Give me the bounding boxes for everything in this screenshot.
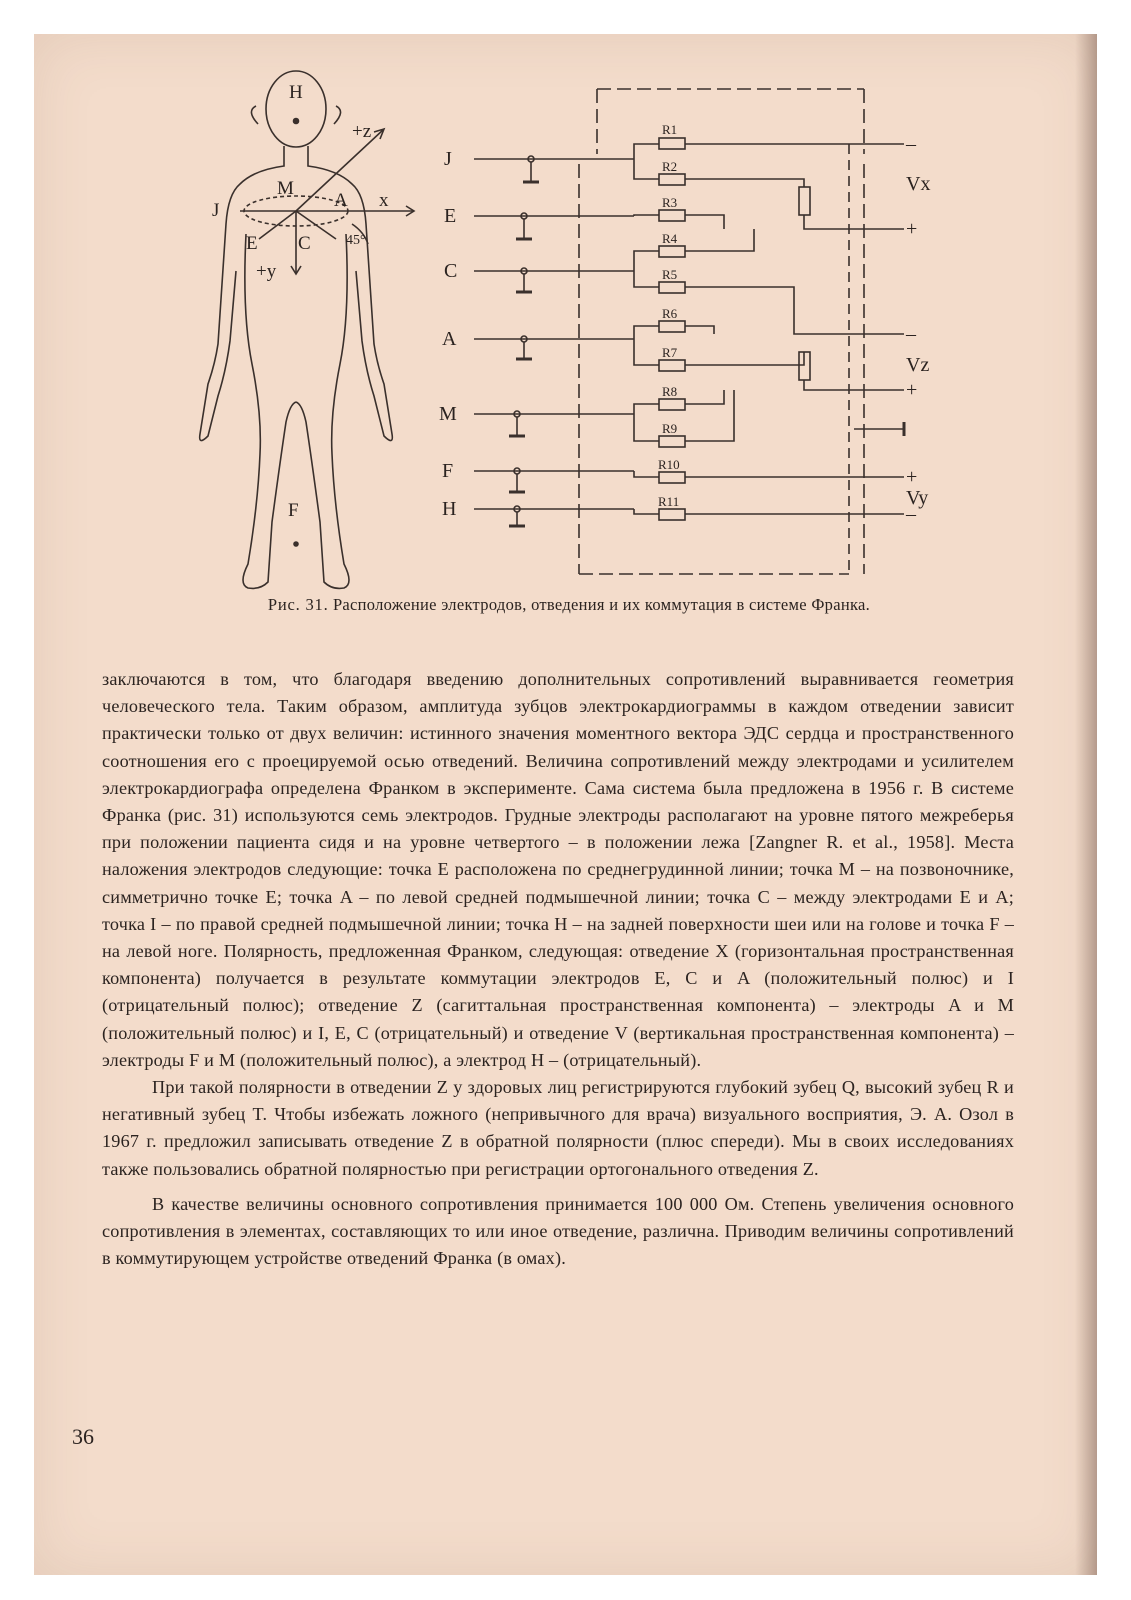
resistor-label-R10: R10	[658, 457, 680, 472]
page-number: 36	[72, 1424, 94, 1449]
body-text	[102, 666, 1014, 1272]
paragraph-2: При такой полярности в отведении Z у здоровых лиц регистрируются глубокий зубец Q, высокий зубец R и негативный зубец T. Чтобы избежать ложного (непривычного для врача) визуального восприятия, Э. А. Озол в 1967 г. предложил записывать отведение Z в обратной полярности (плюс спереди). Мы в своих исследованиях также пользовались обратной полярностью при регистрации ортогонального отведения Z.	[102, 1077, 1014, 1179]
resistor-label-R4: R4	[662, 231, 678, 246]
electrode-label-H: H	[442, 498, 457, 520]
label-y-axis: +y	[256, 261, 277, 282]
resistor-label-R9: R9	[662, 421, 678, 436]
label-M: M	[277, 178, 294, 199]
caption-text: Расположение электродов, отведения и их коммутация в системе Франка.	[332, 595, 871, 614]
label-C: C	[298, 233, 311, 254]
label-A: A	[334, 190, 348, 211]
vx-plus: +	[906, 218, 918, 240]
label-J: J	[212, 200, 220, 221]
electrode-label-M: M	[439, 403, 457, 425]
book-page	[34, 34, 1097, 1575]
resistor-label-R7: R7	[662, 345, 678, 360]
label-x-axis: x	[379, 190, 389, 211]
resistor-label-R2: R2	[662, 159, 678, 174]
vx-label: Vx	[906, 173, 931, 195]
electrode-label-F: F	[442, 460, 454, 482]
electrode-label-A: A	[442, 328, 457, 350]
resistor-label-R11: R11	[658, 494, 680, 509]
vy-label: Vy	[906, 487, 929, 509]
label-E: E	[246, 233, 258, 254]
label-z-axis: +z	[352, 121, 372, 142]
figure-31	[34, 34, 1097, 654]
vy-minus: –	[906, 503, 916, 525]
vy-plus: +	[906, 466, 918, 488]
label-angle: 45°	[346, 233, 366, 248]
resistor-label-R8: R8	[662, 384, 678, 399]
label-F: F	[288, 500, 299, 521]
electrode-label-E: E	[444, 205, 457, 227]
resistor-label-R6: R6	[662, 306, 678, 321]
resistor-label-R3: R3	[662, 195, 678, 210]
label-H: H	[289, 82, 303, 103]
electrode-label-J: J	[444, 148, 452, 170]
paragraph-1: заключаются в том, что благодаря введению дополнительных сопротивлений выравнивается геометрия человеческого тела. Таким образом, амплитуда зубцов электрокардиограммы в каждом отведении зависит практически только от двух величин: истинного значения моментного вектора ЭДС сердца и пространственного соотношения его с проецируемой осью отведений. Величина сопротивлений между электродами и усилителем электрокардиографа определена Франком в эксперименте. Сама система была предложена в 1956 г. В системе Франка (рис. 31) используются семь электродов. Грудные электроды располагают на уровне пятого межреберья при положении пациента сидя и на уровне четвертого – в положении лежа [Zangner R. et al., 1958]. Места наложения электродов следующие: точка E расположена по среднегрудинной линии; точка M – на позвоночнике, симметрично точке E; точка A – по левой средней подмышечной линии; точка C – между электродами E и A; точка I – по правой средней подмышечной линии; точка H – на задней поверхности шеи или на голове и точка F – на левой ноге. Полярность, предложенная Франком, следующая: отведение X (горизонтальная пространственная компонента) получается в результате коммутации электродов E, C и A (положительный полюс) и I (отрицательный полюс); отведение Z (сагиттальная пространственная компонента) – электроды A и M (положительный полюс) и I, E, C (отрицательный) и отведение V (вертикальная пространственная компонента) – электроды F и M (положительный полюс), а электрод H – (отрицательный).	[102, 669, 1014, 1070]
electrode-label-C: C	[444, 260, 458, 282]
vz-plus: +	[906, 379, 918, 401]
vz-label: Vz	[906, 354, 930, 376]
resistor-label-R5: R5	[662, 267, 678, 282]
caption-label: Рис. 31.	[267, 595, 329, 614]
resistor-label-R1: R1	[662, 122, 678, 137]
vx-minus: –	[906, 133, 916, 155]
paragraph-3: В качестве величины основного сопротивления принимается 100 000 Ом. Степень увеличения основного сопротивления в элементах, составляющих то или иное отведение, различна. Приводим величины сопротивлений в коммутирующем устройстве отведений Франка (в омах).	[102, 1193, 1014, 1269]
figure-labels	[34, 34, 1097, 654]
vz-minus: –	[906, 323, 916, 345]
figure-caption	[189, 594, 949, 615]
